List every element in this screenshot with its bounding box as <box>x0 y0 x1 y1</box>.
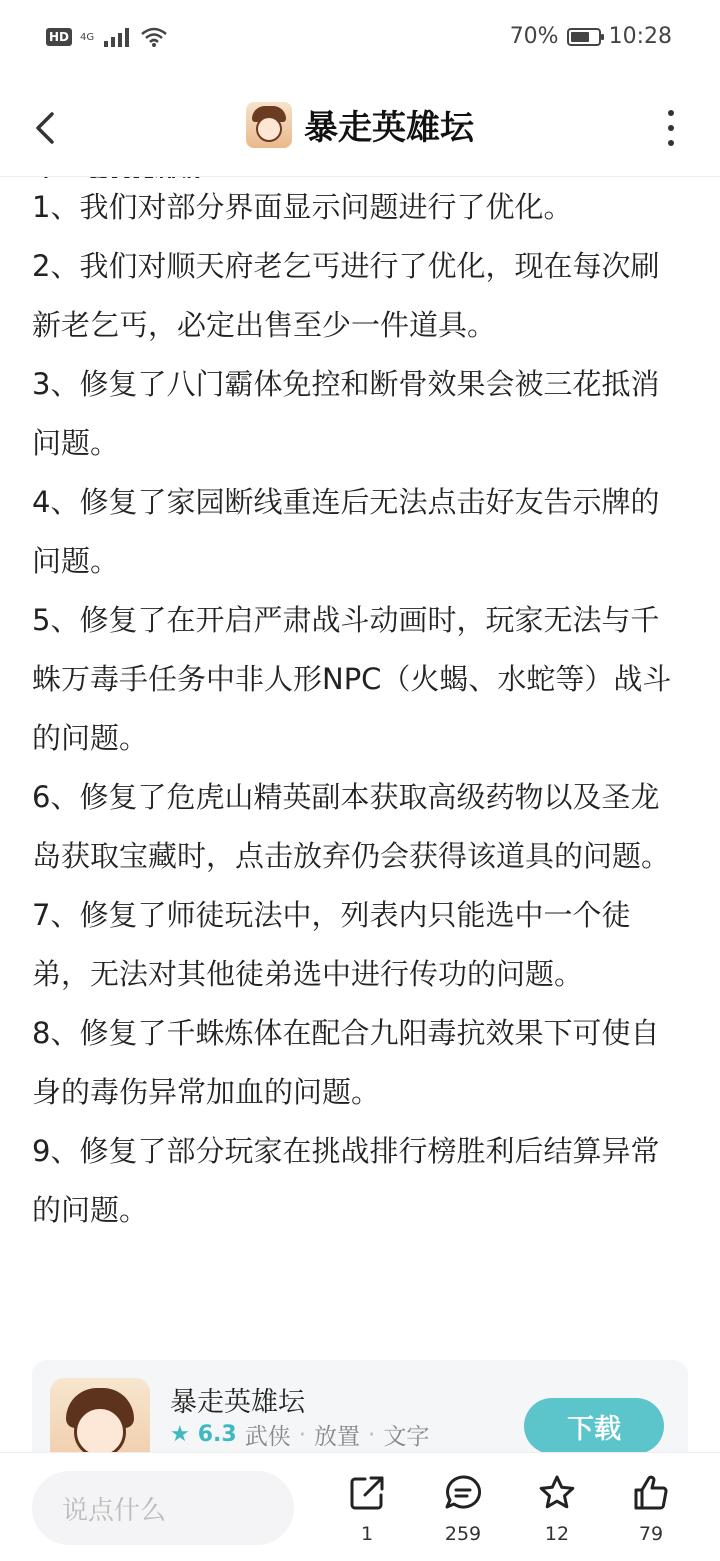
separator-dot: · <box>298 1421 307 1448</box>
app-tag: 文字 <box>383 1424 430 1450</box>
list-item: 6、修复了危虎山精英副本获取高级药物以及圣龙岛获取宝藏时，点击放弃仍会获得该道具的问题。 <box>32 780 671 873</box>
status-bar <box>0 0 720 80</box>
download-button[interactable]: 下载 <box>524 1398 664 1454</box>
app-card-meta <box>170 1418 429 1451</box>
clock: 10:28 <box>608 24 672 49</box>
list-item: 2、我们对顺天府老乞丐进行了优化，现在每次刷新老乞丐，必定出售至少一件道具。 <box>32 249 660 342</box>
list-item: 7、修复了师徒玩法中，列表内只能选中一个徒弟，无法对其他徒弟选中进行传功的问题。 <box>32 898 631 991</box>
status-left <box>46 26 168 48</box>
battery-icon <box>567 28 601 46</box>
more-options-icon[interactable] <box>666 110 676 146</box>
app-score: 6.3 <box>197 1422 237 1447</box>
star-icon: ★ <box>170 1422 190 1447</box>
app-tag: 放置 <box>314 1424 361 1450</box>
like-count: 79 <box>638 1523 664 1545</box>
comment-count: 259 <box>444 1523 482 1545</box>
star-outline-icon <box>537 1473 577 1513</box>
page-title: 暴走英雄坛 <box>304 108 474 148</box>
wifi-icon <box>140 26 168 48</box>
comment-button[interactable] <box>428 1473 498 1545</box>
article-body <box>32 148 682 1240</box>
share-icon <box>347 1473 387 1513</box>
top-app-bar <box>0 80 720 177</box>
list-item: 8、修复了千蛛炼体在配合九阳毒抗效果下可使自身的毒伤异常加血的问题。 <box>32 1016 660 1109</box>
battery-fill <box>571 32 589 42</box>
list-item: 1、我们对部分界面显示问题进行了优化。 <box>32 190 573 224</box>
list-item: 4、修复了家园断线重连后无法点击好友告示牌的问题。 <box>32 485 660 578</box>
status-right <box>510 24 672 49</box>
share-button[interactable] <box>332 1473 402 1545</box>
comment-icon <box>443 1473 483 1513</box>
header-title-group <box>0 100 720 149</box>
app-tag: 武侠 <box>244 1424 291 1450</box>
list-item: 5、修复了在开启严肃战斗动画时，玩家无法与千蛛万毒手任务中非人形NPC（火蝎、水蛇等）战斗的问题。 <box>32 603 672 755</box>
app-avatar-icon <box>246 102 292 148</box>
share-count: 1 <box>360 1523 374 1545</box>
favorite-count: 12 <box>544 1523 570 1545</box>
app-card-name: 暴走英雄坛 <box>170 1387 305 1418</box>
signal-icon <box>102 26 132 48</box>
network-type: 4G <box>80 31 95 43</box>
comment-input[interactable]: 说点什么 <box>32 1471 294 1545</box>
hd-badge: HD <box>46 28 72 46</box>
battery-percent: 70% <box>509 24 559 49</box>
list-item: 9、修复了部分玩家在挑战排行榜胜利后结算异常的问题。 <box>32 1134 660 1227</box>
separator-dot: · <box>368 1421 376 1448</box>
bottom-action-bar <box>0 1452 720 1561</box>
like-button[interactable] <box>616 1473 686 1545</box>
list-item: 3、修复了八门霸体免控和断骨效果会被三花抵消问题。 <box>32 367 660 460</box>
favorite-button[interactable] <box>522 1473 592 1545</box>
thumbs-up-icon <box>631 1473 671 1513</box>
